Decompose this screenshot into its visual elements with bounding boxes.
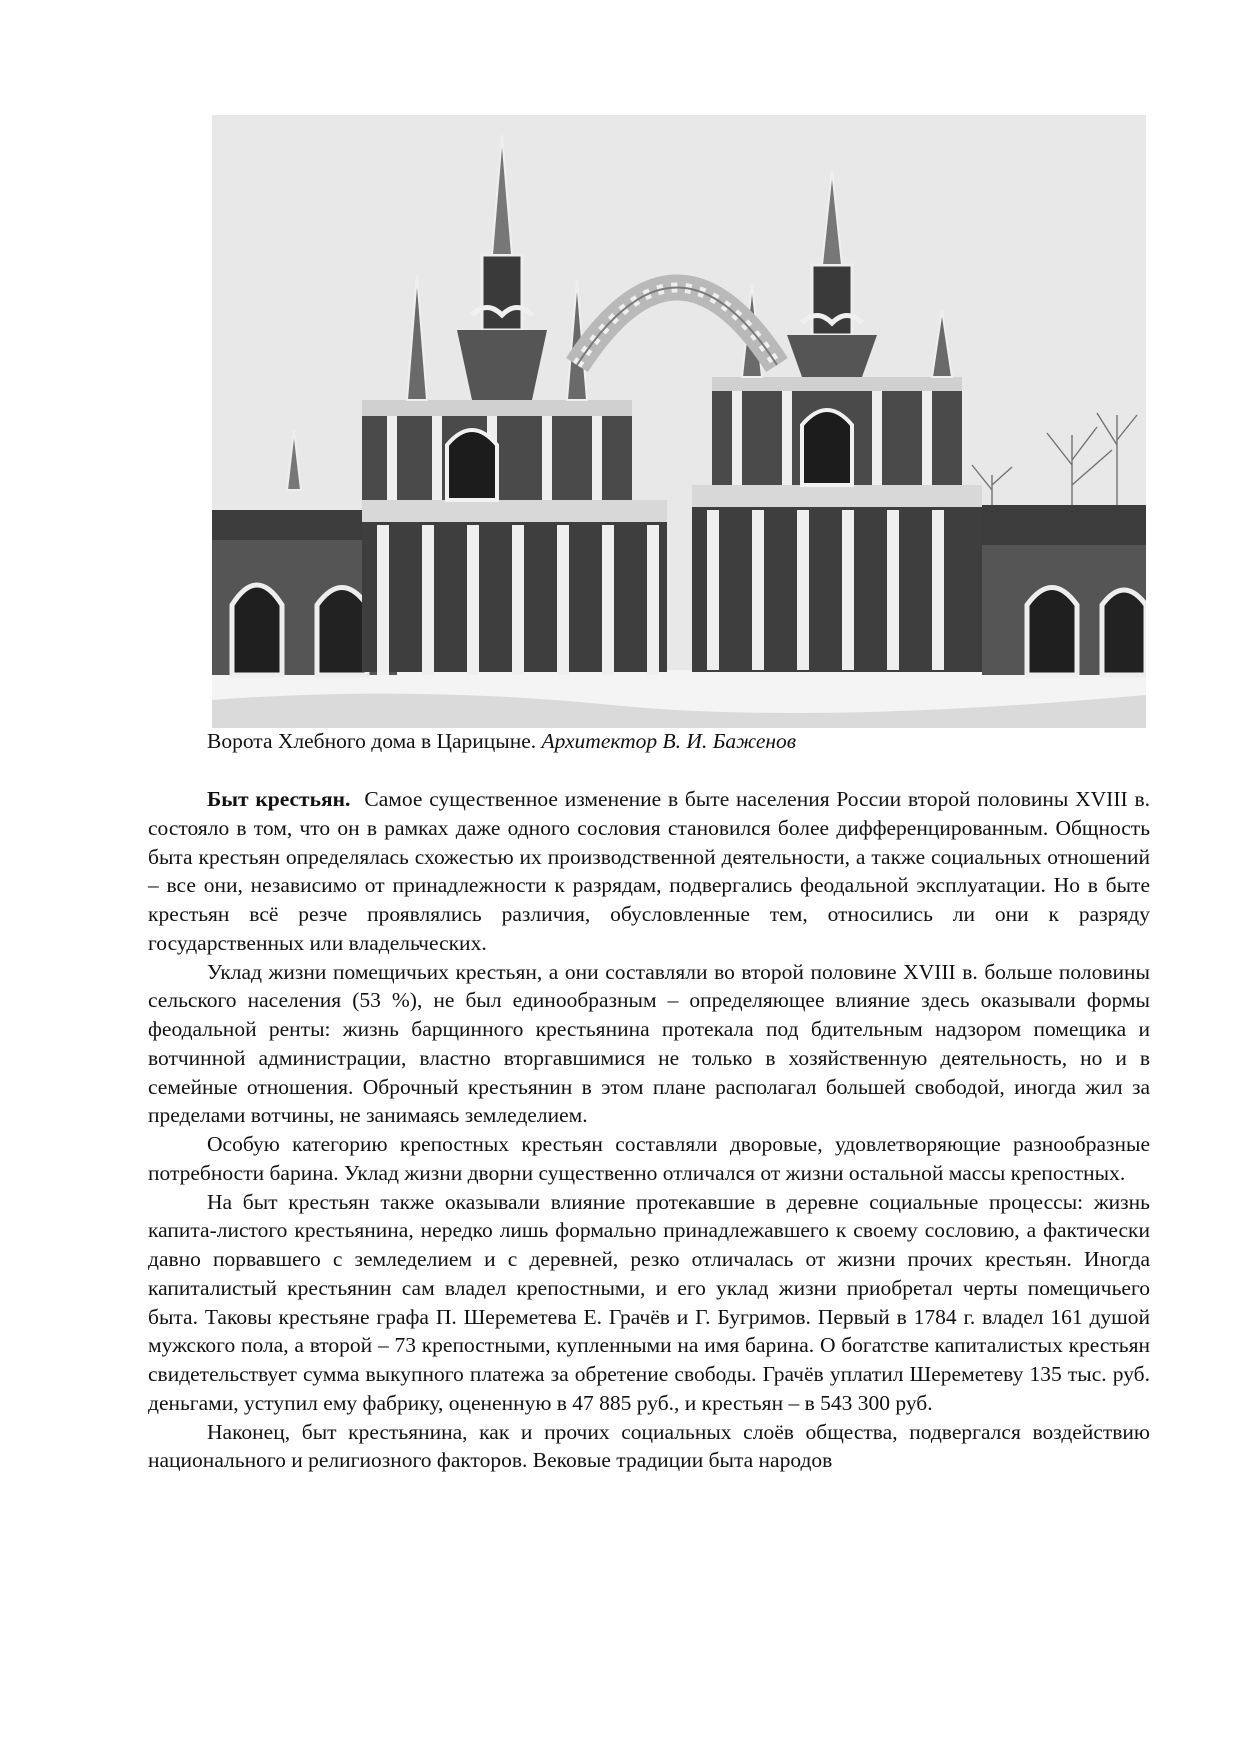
article-body: [148, 785, 1150, 1475]
paragraph-4: На быт крестьян также оказывали влияние протекавшие в деревне социальные процессы: жизнь капита-листого крестьянина, нередко лишь формально принадлежавшего к своему сословию, а фактически давно порвавшего с земледелием и с деревней, резко отличалась от жизни прочих крестьян. Иногда капиталистый крестьянин сам владел крепостными, и его уклад жизни приобретал черты помещичьего быта. Таковы крестьяне графа П. Шереметева Е. Грачёв и Г. Бугримов. Первый в 1784 г. владел 161 душой мужского пола, а второй – 73 крепостными, купленными на имя барина. О богатстве капиталистых крестьян свидетельствует сумма выкупного платежа за обретение свободы. Грачёв уплатил Шереметеву 135 тыс. руб. деньгами, уступил ему фабрику, оцененную в 47 885 руб., и крестьян – в 543 300 руб.: [148, 1189, 1150, 1415]
caption-author: Архитектор В. И. Баженов: [541, 729, 797, 753]
paragraph-1: [148, 785, 1150, 958]
tsaritsyno-gate-illustration: [212, 115, 1146, 728]
caption-text: Ворота Хлебного дома в Царицыне.: [207, 729, 542, 753]
figure-caption: [207, 727, 796, 755]
paragraph-1-text: Самое существенное изменение в быте населения России второй половины XVIII в. состояло в том, что он в рамках даже одного сословия становился более дифференцированным. Общность быта крестьян определялась схожестью их производственной деятельности, а также социальных отношений – все они, независимо от принадлежности к разрядам, подвергались феодальной эксплуатации. Но в быте крестьян всё резче проявлялись различия, обусловленные тем, относились ли они к разряду государственных или владельческих.: [148, 787, 1150, 955]
paragraph-2: Уклад жизни помещичьих крестьян, а они составляли во второй половине XVIII в. больше половины сельского населения (53 %), не был единообразным – определяющее влияние здесь оказывали формы феодальной ренты: жизнь барщинного крестьянина протекала под бдительным надзором помещика и вотчинной администрации, властно вторгавшимися не только в хозяйственную деятельность, но и в семейные отношения. Оброчный крестьянин в этом плане располагал большей свободой, иногда жил за пределами вотчины, не занимаясь земледелием.: [148, 959, 1150, 1128]
gate-photograph: [212, 115, 1146, 728]
section-heading: Быт крестьян.: [207, 787, 351, 811]
paragraph-3: Особую категорию крепостных крестьян составляли дворовые, удовлетворяющие разнообразные потребности барина. Уклад жизни дворни существенно отличался от жизни остальной массы крепостных.: [148, 1132, 1150, 1185]
paragraph-5: Наконец, быт крестьянина, как и прочих социальных слоёв общества, подвергался воздействию национального и религиозного факторов. Вековые традиции быта народов: [148, 1419, 1150, 1473]
